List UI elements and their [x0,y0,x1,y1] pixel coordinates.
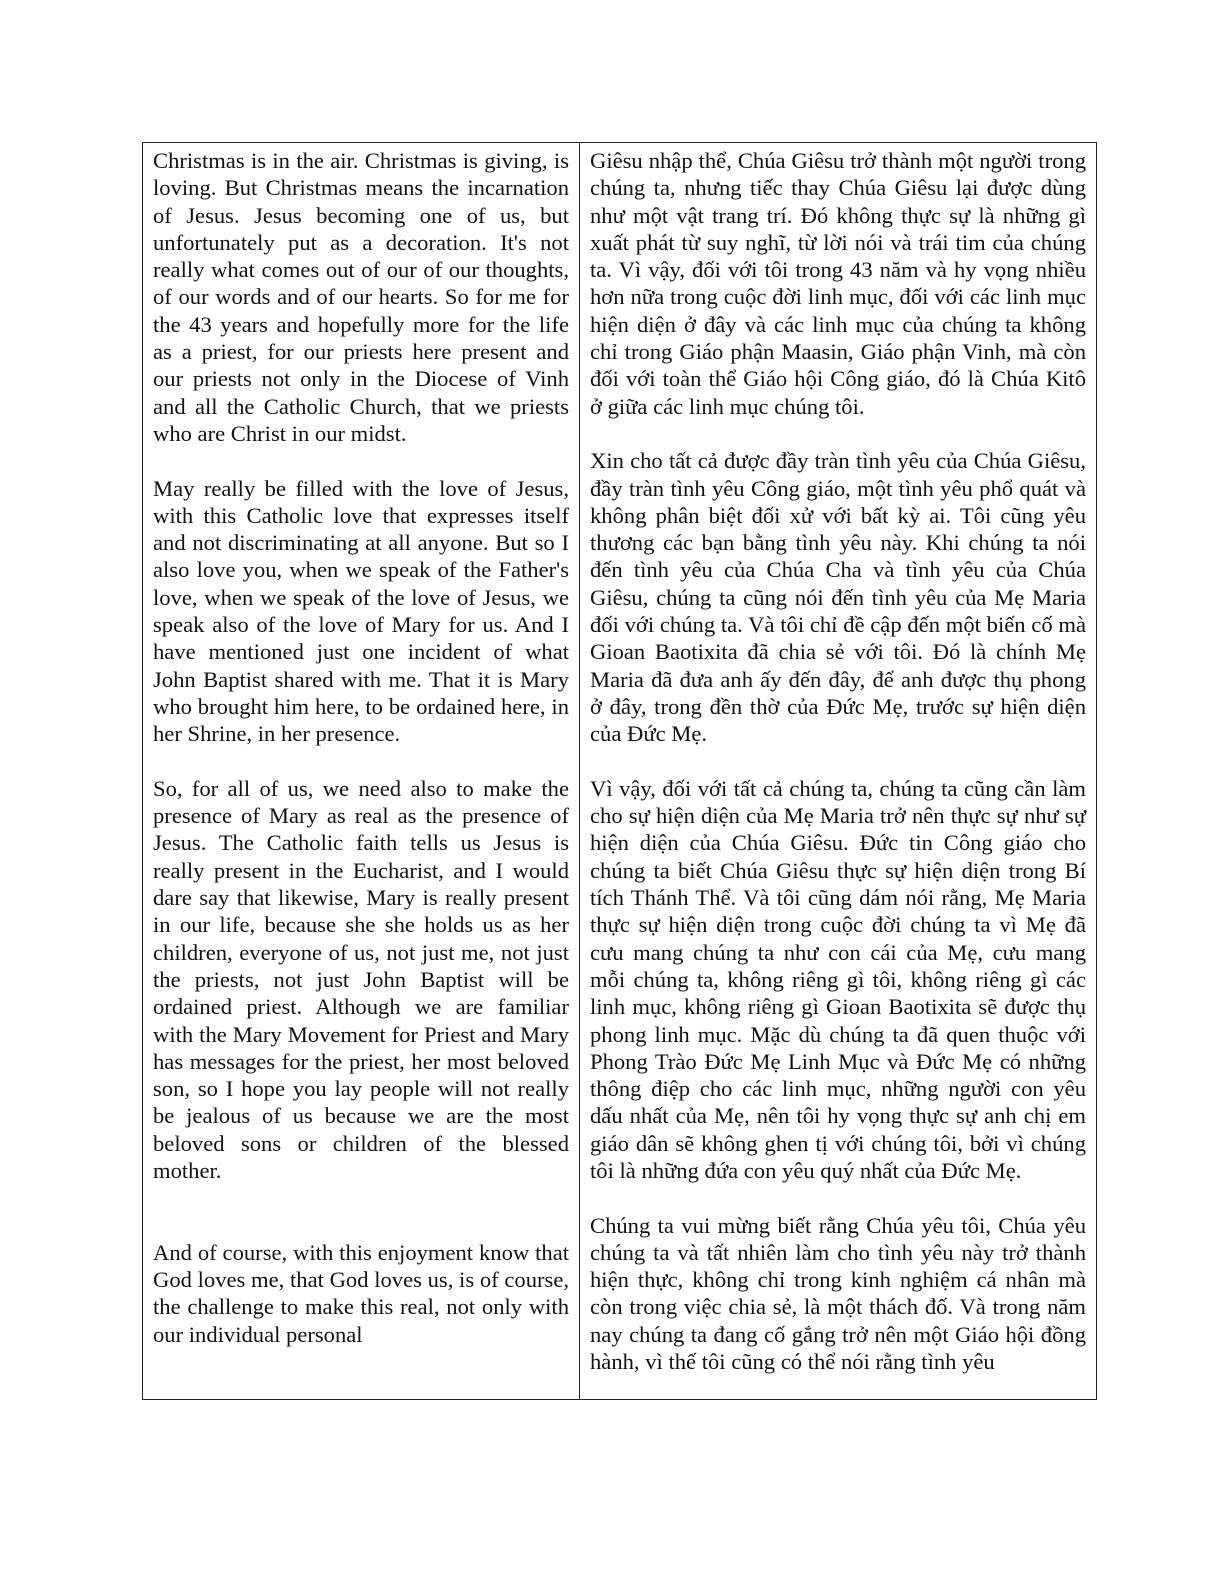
english-paragraph-1: Christmas is in the air. Christmas is giving, is loving. But Christmas means the incarnation of Jesus. Jesus becoming one of us, but unfortunately put as a decoration. It's not really what comes out of our of our thoughts, of our words and of our hearts. So for me for the 43 years and hopefully more for the life as a priest, for our priests here present and our priests not only in the Diocese of Vinh and all the Catholic Church, that we priests who are Christ in our midst. [153,148,569,446]
vietnamese-paragraph-4: Chúng ta vui mừng biết rằng Chúa yêu tôi, Chúa yêu chúng ta và tất nhiên làm cho tình yêu này trở thành hiện thực, không chỉ trong kinh nghiệm cá nhân mà còn trong việc chia sẻ, là một thách đố. Và trong năm nay chúng ta đang cố gắng trở nên một Giáo hội đồng hành, vì thế tôi cũng có thể nói rằng tình yêu [590,1212,1086,1375]
english-column [143,143,580,1399]
vietnamese-column [580,143,1096,1399]
english-paragraph-4: And of course, with this enjoyment know that God loves me, that God loves us, is of course, the challenge to make this real, not only with our individual personal [153,1239,569,1347]
english-paragraph-2: May really be filled with the love of Jesus, with this Catholic love that expresses itself and not discriminating at all anyone. But so I also love you, when we speak of the Father's love, when we speak of the love of Jesus, we speak also of the love of Mary for us. And I have mentioned just one incident of what John Baptist shared with me. That it is Mary who brought him here, to be ordained here, in her Shrine, in her presence. [153,475,569,747]
vietnamese-paragraph-3: Vì vậy, đối với tất cả chúng ta, chúng ta cũng cần làm cho sự hiện diện của Mẹ Maria trở nên thực sự như sự hiện diện của Chúa Giêsu. Đức tin Công giáo cho chúng ta biết Chúa Giêsu thực sự hiện diện trong Bí tích Thánh Thể. Và tôi cũng dám nói rằng, Mẹ Maria thực sự hiện diện trong cuộc đời chúng ta vì Mẹ đã cưu mang chúng ta như con cái của Mẹ, cưu mang mỗi chúng ta, không riêng gì tôi, không riêng gì các linh mục, không riêng gì Gioan Baotixita sẽ được thụ phong linh mục. Mặc dù chúng ta đã quen thuộc với Phong Trào Đức Mẹ Linh Mục và Đức Mẹ có những thông điệp cho các linh mục, những người con yêu dấu nhất của Mẹ, nên tôi hy vọng thực sự anh chị em giáo dân sẽ không ghen tị với chúng tôi, bởi vì chúng tôi là những đứa con yêu quý nhất của Đức Mẹ. [590,775,1086,1183]
vietnamese-paragraph-2: Xin cho tất cả được đầy tràn tình yêu của Chúa Giêsu, đầy tràn tình yêu Công giáo, một tình yêu phổ quát và không phân biệt đối xử với bất kỳ ai. Tôi cũng yêu thương các bạn bằng tình yêu này. Khi chúng ta nói đến tình yêu của Chúa Cha và tình yêu của Chúa Giêsu, chúng ta cũng nói đến tình yêu của Mẹ Maria đối với chúng ta. Và tôi chỉ đề cập đến một biến cố mà Gioan Baotixita đã chia sẻ với tôi. Đó là chính Mẹ Maria đã đưa anh ấy đến đây, để anh được thụ phong ở đây, trong đền thờ của Đức Mẹ, trước sự hiện diện của Đức Mẹ. [590,448,1086,747]
vietnamese-paragraph-1: Giêsu nhập thể, Chúa Giêsu trở thành một người trong chúng ta, nhưng tiếc thay Chúa Giêsu lại được dùng như một vật trang trí. Đó không thực sự là những gì xuất phát từ suy nghĩ, từ lời nói và trái tim của chúng ta. Vì vậy, đối với tôi trong 43 năm và hy vọng nhiều hơn nữa trong cuộc đời linh mục, đối với các linh mục hiện diện ở đây và các linh mục của chúng ta không chỉ trong Giáo phận Maasin, Giáo phận Vinh, mà còn đối với toàn thể Giáo hội Công giáo, đó là Chúa Kitô ở giữa các linh mục chúng tôi. [590,148,1086,419]
bilingual-text-table [142,142,1097,1400]
english-paragraph-3: So, for all of us, we need also to make the presence of Mary as real as the presence of Jesus. The Catholic faith tells us Jesus is really present in the Eucharist, and I would dare say that likewise, Mary is really present in our life, because she she holds us as her children, everyone of us, not just me, not just the priests, not just John Baptist will be ordained priest. Although we are familiar with the Mary Movement for Priest and Mary has messages for the priest, her most beloved son, so I hope you lay people will not really be jealous of us because we are the most beloved sons or children of the blessed mother. [153,775,569,1183]
